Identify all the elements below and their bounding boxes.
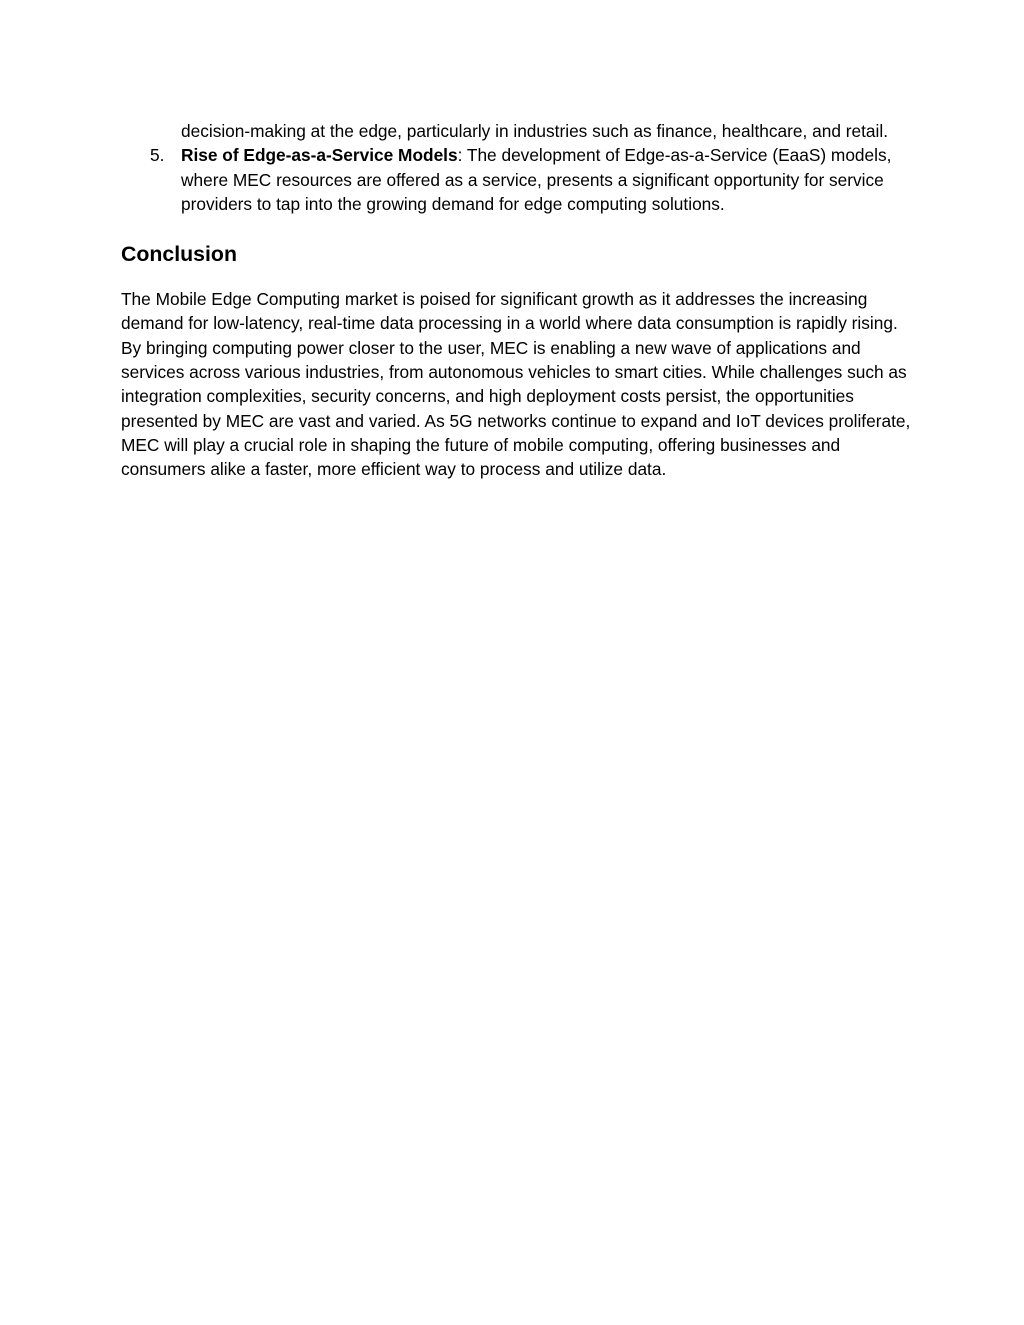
list-item-title: Rise of Edge-as-a-Service Models (181, 145, 458, 166)
document-content (121, 119, 911, 482)
conclusion-heading: Conclusion (121, 242, 237, 267)
conclusion-paragraph: The Mobile Edge Computing market is poised for significant growth as it addresses the increasing demand for low-latency, real-time data processing in a world where data consumption is rapidly rising. By bringing computing power closer to the user, MEC is enabling a new wave of applications and services across various industries, from autonomous vehicles to smart cities. While challenges such as integration complexities, security concerns, and high deployment costs persist, the opportunities presented by MEC are vast and varied. As 5G networks continue to expand and IoT devices proliferate, MEC will play a crucial role in shaping the future of mobile computing, offering businesses and consumers alike a faster, more efficient way to process and utilize data. (121, 289, 911, 480)
list-item-continuation: decision-making at the edge, particularly in industries such as finance, healthcare, and retail. (181, 121, 889, 141)
list-item-body: : The development of Edge-as-a-Service (EaaS) models, where MEC resources are offered as a service, presents a significant opportunity for service providers to tap into the growing demand for edge computing solutions. (181, 145, 892, 214)
list-item-number: 5. (150, 145, 165, 166)
list-item-5 (121, 143, 911, 216)
